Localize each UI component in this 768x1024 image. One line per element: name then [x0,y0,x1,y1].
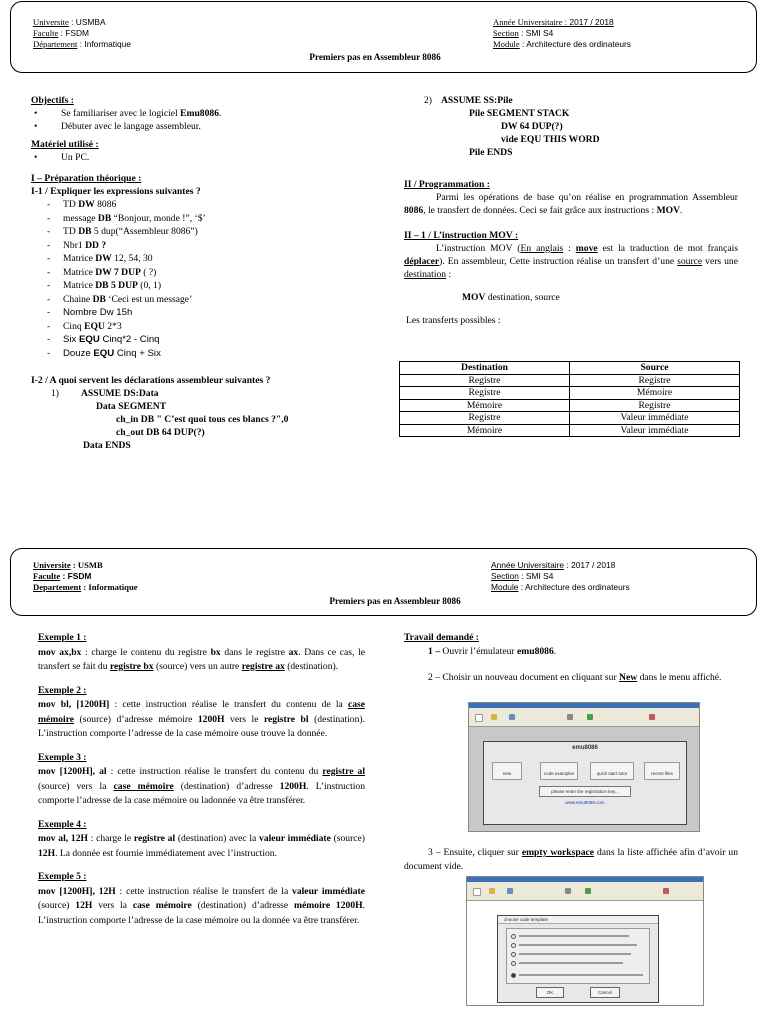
expression-item: - TD DW 8086 [31,198,391,212]
uni-label: Universite [33,560,71,570]
open-icon [489,888,495,894]
mov-paragraph: L’instruction MOV (En anglais : move est la traduction de mot français déplacer). En assembleur, Cette instruction réalise un transfert d’une source vers une destination : [404,243,739,280]
fac-label: Faculte [33,28,59,38]
radio-option[interactable] [511,934,516,939]
expression-item: - Nbr1 DD ? [31,239,391,253]
i2-heading: I-2 / A quoi servent les déclarations assembleur suivantes ? [31,375,271,386]
mov-heading: II – 1 / L’instruction MOV : [404,230,519,241]
travail-heading: Travail demandé : [404,632,479,643]
expression-item: - Cinq EQU 2*3 [31,320,391,334]
expression-item: - Six EQU Cinq*2 - Cinq [31,333,391,347]
page1-title: Premiers pas en Assembleur 8086 [309,52,441,62]
code-line: ch_out DB 64 DUP(?) [116,427,205,438]
code-examples-button[interactable]: code examples [540,762,578,780]
table-header-row [400,362,740,375]
expression-item: - Nombre Dw 15h [31,306,391,320]
prep-heading: I – Préparation théorique : [31,173,142,184]
template-dialog [497,915,659,1003]
transferts-label: Les transferts possibles : [406,315,501,326]
option-label [519,962,623,964]
materiel-item: • Un PC. [31,151,391,164]
example-heading: Exemple 4 : [38,818,87,830]
expression-list [31,198,391,360]
table-row [400,412,740,425]
table-cell: Mémoire [400,424,570,437]
page1-header-right [493,17,631,50]
save-icon [509,714,515,720]
new-icon [473,888,481,896]
example-heading: Exemple 3 : [38,751,87,763]
mov-syntax: MOV destination, source [462,292,560,303]
emulate-icon [585,888,591,894]
cancel-button[interactable]: Cancel [590,987,620,998]
table-cell: Valeur immédiate [570,424,740,437]
code-line: Data ENDS [83,440,131,451]
dialog-title: choose code template [504,917,549,922]
code-line: vide EQU THIS WORD [501,134,600,145]
uni-value: : USMB [70,560,103,570]
dept-label: Departement [33,582,82,592]
table-row [400,374,740,387]
emu8086-start-screenshot [468,702,700,832]
example-2-text: mov bl, [1200H] : cette instruction réalise le transfert du contenu de la case mémoire (source) d’adresse mémoire 1200H vers le registre bl (destination). L’instruction comporte l’adresse de la case mémoire ouse trouve la donnée. [38,699,365,739]
uni-label: Universite [33,17,69,27]
example-1-text: mov ax,bx : charge le contenu du registre bx dans le registre ax. Dans ce cas, le transfert se fait du registre bx (source) vers un autre registre ax (destination). [38,646,365,672]
step-3: 3 – Ensuite, cliquer sur empty workspace dans la liste affichée afin d’avoir un document vide. [404,847,738,872]
code-line: ASSUME SS:Pile [441,95,513,106]
declaration-1 [31,387,391,457]
table-cell: Mémoire [570,387,740,400]
table-header: Source [570,362,740,375]
table-row [400,399,740,412]
table-cell: Registre [400,387,570,400]
window-toolbar [469,712,699,727]
option-label [519,953,631,955]
page1-left-column [31,94,391,457]
prog-heading: II / Programmation : [404,179,490,190]
table-cell: Mémoire [400,399,570,412]
page2-header-right [491,560,630,593]
dept-label: Département [33,39,78,49]
code-line: Pile ENDS [469,147,513,158]
table-cell: Registre [400,412,570,425]
module-value: : Architecture des ordinateurs [519,39,631,49]
expression-item: - Matrice DB 5 DUP (0, 1) [31,279,391,293]
expression-item: - TD DB 5 dup(“Assembleur 8086”) [31,225,391,239]
code-line: Pile SEGMENT STACK [469,108,570,119]
radio-option[interactable] [511,961,516,966]
section-label: Section [493,28,519,38]
radio-option[interactable] [511,943,516,948]
section-value: : SMI S4 [518,28,554,38]
page2-header-left [33,560,138,593]
emu8086-url-link[interactable]: www.emu8086.com [565,800,605,805]
expression-item: - Matrice DW 7 DUP ( ?) [31,266,391,280]
section-value: : SMI S4 [518,571,554,581]
new-icon [475,714,483,722]
prog-paragraph: Parmi les opérations de base qu’on réalise en programmation Assembleur 8086, le transfert de données. Ceci se fait grâce aux instructions : MOV. [404,192,738,216]
table-row [400,387,740,400]
emu8086-dialog [483,741,687,825]
radio-option[interactable] [511,952,516,957]
section-label: Section [491,571,519,581]
fac-value: : FSDM [60,571,92,581]
compile-icon [565,888,571,894]
recent-files-button[interactable]: recent files [644,762,680,780]
option-label [519,944,637,946]
new-button[interactable]: new [492,762,522,780]
page2-right-column [404,631,738,685]
expression-item: - Matrice DW 12, 54, 30 [31,252,391,266]
code-line: ASSUME DS:Data [81,388,159,399]
emulate-icon [587,714,593,720]
ok-button[interactable]: OK [536,987,564,998]
template-options[interactable] [506,928,650,984]
code-template-screenshot [466,876,704,1006]
quick-start-button[interactable]: quick start tutor [590,762,634,780]
declaration-2 [404,94,738,164]
decl-num: 1) [51,388,59,399]
radio-option-empty-workspace[interactable] [511,973,516,978]
save-icon [507,888,513,894]
registration-button[interactable]: please enter the registration key... [539,786,631,797]
fac-label: Faculte [33,571,61,581]
table-cell: Registre [570,399,740,412]
step-1: 1 – Ouvrir l’émulateur emu8086. [428,645,557,657]
uni-value: : USMBA [68,17,106,27]
objectif-item: • Débuter avec le langage assembleur. [31,120,391,133]
year-value: : 2017 / 2018 [562,17,614,27]
module-label: Module [491,582,519,592]
module-label: Module [493,39,520,49]
dept-value: : Informatique [81,582,138,592]
table-header: Destination [400,362,570,375]
dept-value: : Informatique [77,39,131,49]
year-label: Année Universitaire [493,17,563,27]
i1-heading: I-1 / Expliquer les expressions suivantes ? [31,186,201,197]
example-heading: Exemple 5 : [38,871,87,882]
table-cell: Valeur immédiate [570,412,740,425]
table-row [400,424,740,437]
step-2: 2 – Choisir un nouveau document en cliquant sur New dans le menu affiché. [428,672,722,683]
option-label [519,974,643,976]
module-value: : Architecture des ordinateurs [518,582,630,592]
expression-item: - Douze EQU Cinq + Six [31,347,391,361]
year-value: : 2017 / 2018 [564,560,616,570]
transfer-table [399,361,740,437]
compile-icon [567,714,573,720]
expression-item: - Chaine DB ‘Ceci est un message’ [31,293,391,307]
example-4-text: mov al, 12H : charge le registre al (destination) avec la valeur immédiate (source) 12H. La donnée est fournie immédiatement avec l’instruction. [38,833,365,859]
dialog-title: emu8086 [572,745,598,751]
help-icon [649,714,655,720]
example-5-text: mov [1200H], 12H : cette instruction réalise le transfert de la valeur immédiate (source) 12H vers la case mémoire (destination) d’adresse mémoire 1200H. L’instruction comporte l’adresse de la case mémoire ou la donnée va être transférer. [38,885,365,926]
decl-num: 2) [424,95,432,106]
expression-item: - message DB “Bonjour, monde !”, ‘$’ [31,212,391,226]
table-cell: Registre [400,374,570,387]
example-heading: Exemple 2 : [38,684,87,696]
code-line: DW 64 DUP(?) [501,121,563,132]
year-label: Année Universitaire [491,560,565,570]
page1-right-column [404,94,738,327]
open-icon [491,714,497,720]
objectifs-heading: Objectifs : [31,95,74,106]
code-line: Data SEGMENT [96,401,167,412]
fac-value: : FSDM [58,28,90,38]
objectif-item: • Se familiariser avec le logiciel Emu8086. [31,107,391,120]
code-line: ch_in DB " C’est quoi tous ces blancs ?",0 [116,414,289,425]
line-gutter [467,901,482,1005]
page2-title: Premiers pas en Assembleur 8086 [329,596,461,606]
page1-header-left [33,17,131,50]
page2-left-column [38,631,365,928]
example-heading: Exemple 1 : [38,632,87,643]
example-3-text: mov [1200H], al : cette instruction réalise le transfert du contenu du registre al (source) vers la case mémoire (destination) d’adresse 1200H. L’instruction comporte l’adresse de la case mémoire ou ladonnée va être transférer. [38,766,365,806]
help-icon [663,888,669,894]
option-label [519,935,629,937]
table-cell: Registre [570,374,740,387]
materiel-heading: Matériel utilisé : [31,139,99,150]
